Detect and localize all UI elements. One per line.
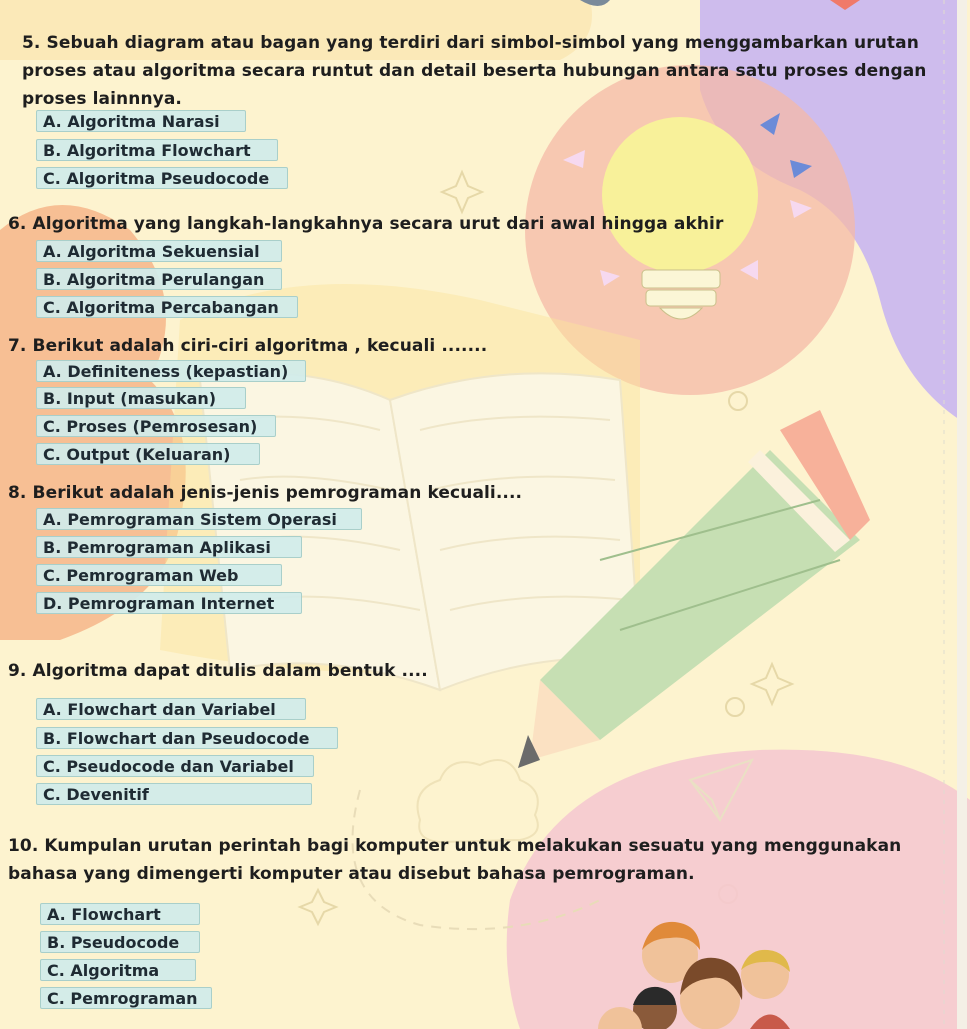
question-5-line-2: proses atau algoritma secara runtut dan detail beserta hubungan antara satu proses dengan: [22, 61, 927, 81]
question-9-option-c[interactable]: C. Pseudocode dan Variabel: [36, 755, 314, 777]
question-7-option-a[interactable]: A. Definiteness (kepastian): [36, 360, 306, 382]
question-5-option-b[interactable]: B. Algoritma Flowchart: [36, 139, 278, 161]
question-9-option-a[interactable]: A. Flowchart dan Variabel: [36, 698, 306, 720]
question-10-line-2: bahasa yang dimengerti komputer atau disebut bahasa pemrograman.: [8, 864, 695, 884]
question-9-option-d[interactable]: C. Devenitif: [36, 783, 312, 805]
question-10-option-b[interactable]: B. Pseudocode: [40, 931, 200, 953]
question-7-option-c[interactable]: C. Proses (Pemrosesan): [36, 415, 276, 437]
question-10-option-a[interactable]: A. Flowchart: [40, 903, 200, 925]
question-7-option-d[interactable]: C. Output (Keluaran): [36, 443, 260, 465]
question-5-option-a[interactable]: A. Algoritma Narasi: [36, 110, 246, 132]
question-6-text: 6. Algoritma yang langkah-langkahnya secara urut dari awal hingga akhir: [8, 214, 724, 234]
question-8-text: 8. Berikut adalah jenis-jenis pemrograman kecuali....: [8, 483, 523, 503]
question-6-option-c[interactable]: C. Algoritma Percabangan: [36, 296, 298, 318]
question-7-option-b[interactable]: B. Input (masukan): [36, 387, 246, 409]
question-6-option-b[interactable]: B. Algoritma Perulangan: [36, 268, 282, 290]
question-8-option-c[interactable]: C. Pemrograman Web: [36, 564, 282, 586]
question-5-line-1: 5. Sebuah diagram atau bagan yang terdiri dari simbol-simbol yang menggambarkan urutan: [22, 33, 919, 53]
question-8-option-a[interactable]: A. Pemrograman Sistem Operasi: [36, 508, 362, 530]
question-8-option-d[interactable]: D. Pemrograman Internet: [36, 592, 302, 614]
question-8-option-b[interactable]: B. Pemrograman Aplikasi: [36, 536, 302, 558]
question-5-line-3: proses lainnnya.: [22, 89, 182, 109]
question-5-option-c[interactable]: C. Algoritma Pseudocode: [36, 167, 288, 189]
question-10-option-c[interactable]: C. Algoritma: [40, 959, 196, 981]
question-10-line-1: 10. Kumpulan urutan perintah bagi komputer untuk melakukan sesuatu yang menggunakan: [8, 836, 902, 856]
question-7-text: 7. Berikut adalah ciri-ciri algoritma , kecuali .......: [8, 336, 488, 356]
question-10-option-d[interactable]: C. Pemrograman: [40, 987, 212, 1009]
dashed-edge-decoration: [934, 0, 970, 1029]
question-6-option-a[interactable]: A. Algoritma Sekuensial: [36, 240, 282, 262]
question-9-option-b[interactable]: B. Flowchart dan Pseudocode: [36, 727, 338, 749]
question-9-text: 9. Algoritma dapat ditulis dalam bentuk ....: [8, 661, 428, 681]
